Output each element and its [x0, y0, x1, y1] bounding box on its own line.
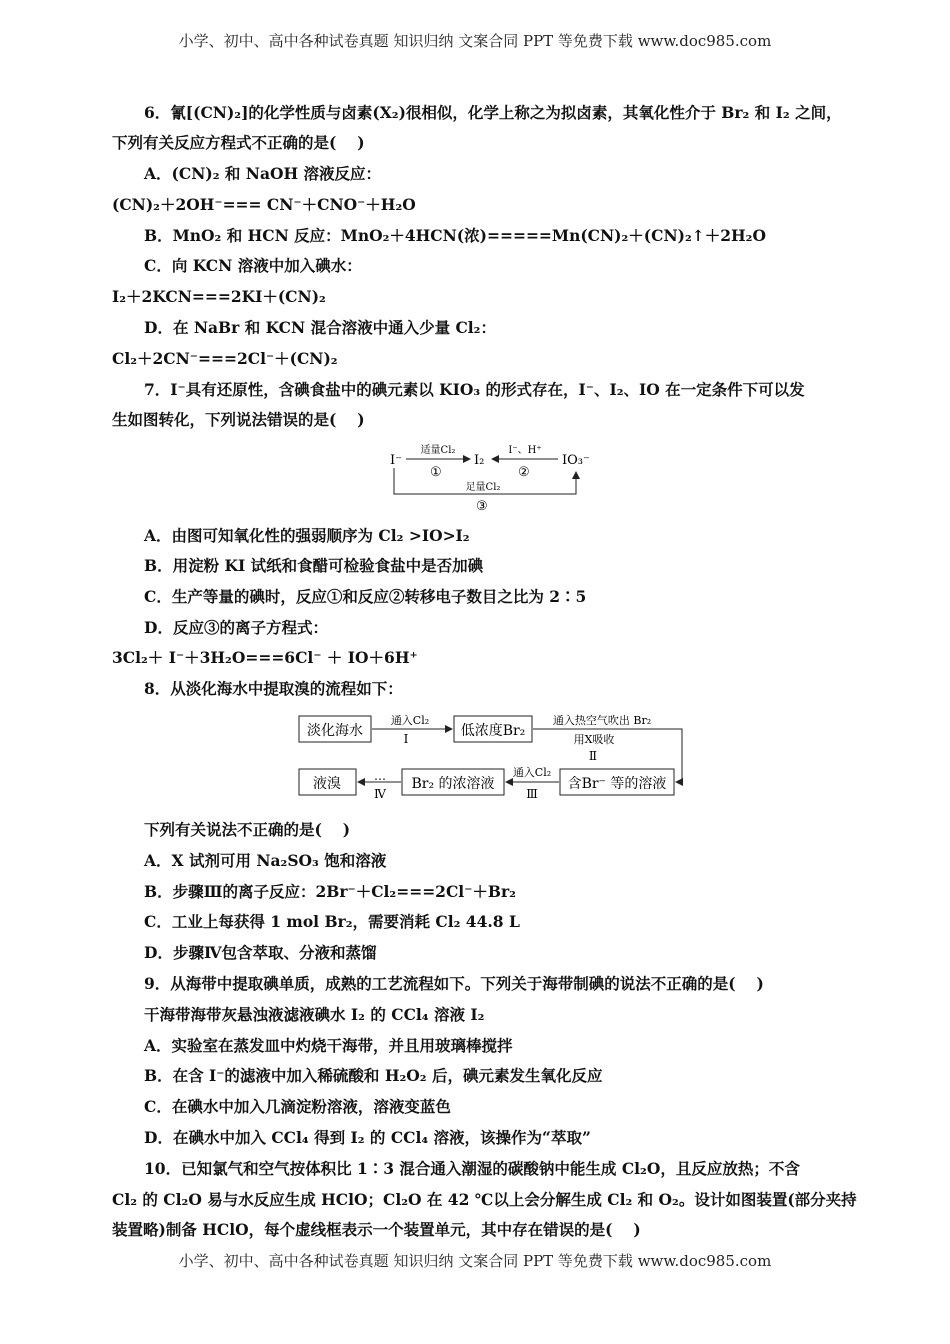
- flow-box-concentrated-br2-label: Br₂ 的浓溶液: [411, 776, 495, 792]
- q8-stem: 8．从淡化海水中提取溴的流程如下：: [144, 679, 403, 698]
- q6-option-c-equation: I₂＋2KCN===2KI＋(CN)₂: [112, 287, 326, 306]
- bromine-extraction-flowchart: [296, 708, 688, 804]
- q8-option-a: A．X 试剂可用 Na₂SO₃ 饱和溶液: [144, 851, 387, 870]
- flow-step2-label: 通入热空气吹出 Br₂: [552, 714, 652, 727]
- q9-flow: 干海带海带灰悬浊液滤液碘水 I₂ 的 CCl₄ 溶液 I₂: [144, 1005, 485, 1024]
- arrow-3-number: ③: [476, 499, 488, 514]
- flow-step4-dots: …: [374, 769, 386, 783]
- q9-option-d: D．在碘水中加入 CCl₄ 得到 I₂ 的 CCl₄ 溶液，该操作为“萃取”: [144, 1128, 591, 1147]
- q7-option-c: C．生产等量的碘时，反应①和反应②转移电子数目之比为 2∶5: [144, 587, 587, 606]
- q8-option-d: D．步骤Ⅳ包含萃取、分液和蒸馏: [144, 943, 377, 962]
- flow-box-br-solution-label: 含Br⁻ 等的溶液: [567, 776, 667, 792]
- flow-step1-number: Ⅰ: [403, 732, 409, 746]
- q7-option-d: D．反应③的离子方程式：: [144, 618, 328, 637]
- diagram-node-iodide: I⁻: [390, 453, 402, 468]
- q6-option-a: A．(CN)₂ 和 NaOH 溶液反应：: [144, 164, 382, 183]
- arrow-3-label: 足量Cl₂: [465, 482, 501, 493]
- q7-option-d-equation: 3Cl₂＋ I⁻＋3H₂O===6Cl⁻ ＋ IO＋6H⁺: [112, 648, 418, 667]
- arrow-1-number: ①: [430, 465, 442, 480]
- q7-option-a: A．由图可知氧化性的强弱顺序为 Cl₂ >IO>I₂: [144, 526, 470, 545]
- flow-step1-label: 通入Cl₂: [390, 714, 430, 727]
- q6-stem-line2: 下列有关反应方程式不正确的是( ): [112, 133, 365, 152]
- arrow-2-number: ②: [518, 465, 530, 480]
- arrow-1-label: 适量Cl₂: [420, 445, 456, 456]
- q6-option-c: C．向 KCN 溶液中加入碘水：: [144, 256, 362, 275]
- flow-step2-number: Ⅱ: [588, 749, 598, 763]
- q9-option-b: B．在含 I⁻的滤液中加入稀硫酸和 H₂O₂ 后，碘元素发生氧化反应: [144, 1066, 603, 1085]
- q7-option-b: B．用淀粉 KI 试纸和食醋可检验食盐中是否加碘: [144, 556, 484, 575]
- q10-stem-line1: 10．已知氯气和空气按体积比 1∶3 混合通入潮湿的碳酸钠中能生成 Cl₂O，且反应放热；不含: [144, 1159, 800, 1178]
- page-footer: 小学、初中、高中各种试卷真题 知识归纳 文案合同 PPT 等免费下载 www.doc985.com: [178, 1252, 772, 1270]
- q6-option-d: D．在 NaBr 和 KCN 混合溶液中通入少量 Cl₂：: [144, 318, 496, 337]
- q9-option-a: A．实验室在蒸发皿中灼烧干海带，并且用玻璃棒搅拌: [144, 1036, 513, 1055]
- q10-stem-line3: 装置略)制备 HClO，每个虚线框表示一个装置单元，其中存在错误的是( ): [112, 1220, 641, 1239]
- flow-step2-absorb-label: 用X吸收: [573, 733, 615, 746]
- q8-option-c: C．工业上每获得 1 mol Br₂，需要消耗 Cl₂ 44.8 L: [144, 912, 520, 931]
- q9-stem: 9．从海带中提取碘单质，成熟的工艺流程如下。下列关于海带制碘的说法不正确的是( ): [144, 974, 764, 993]
- flow-box-low-br2-label: 低浓度Br₂: [460, 723, 526, 739]
- q6-option-d-equation: Cl₂＋2CN⁻===2Cl⁻＋(CN)₂: [112, 349, 338, 368]
- flow-step3-number: Ⅲ: [526, 787, 538, 801]
- q6-option-b: B．MnO₂ 和 HCN 反应：MnO₂＋4HCN(浓)=====Mn(CN)₂＋(CN)₂↑＋2H₂O: [144, 226, 766, 245]
- diagram-node-iodine: I₂: [474, 453, 485, 468]
- q8-option-b: B．步骤Ⅲ的离子反应：2Br⁻＋Cl₂===2Cl⁻＋Br₂: [144, 882, 516, 901]
- q7-stem-line2: 生如图转化，下列说法错误的是( ): [112, 410, 365, 429]
- arrow-2-label: I⁻、H⁺: [508, 445, 542, 456]
- q6-stem-line1: 6．氰[(CN)₂]的化学性质与卤素(X₂)很相似，化学上称之为拟卤素，其氧化性介于 Br₂ 和 I₂ 之间，: [144, 103, 842, 122]
- q8-question: 下列有关说法不正确的是( ): [144, 820, 351, 839]
- q7-stem-line1: 7．I⁻具有还原性，含碘食盐中的碘元素以 KIO₃ 的形式存在，I⁻、I₂、IO 在一定条件下可以发: [144, 380, 805, 399]
- diagram-node-iodate: IO₃⁻: [562, 453, 590, 468]
- flow-step4-number: Ⅳ: [374, 787, 386, 801]
- flow-step3-label: 通入Cl₂: [512, 766, 552, 779]
- q9-option-c: C．在碘水中加入几滴淀粉溶液，溶液变蓝色: [144, 1097, 451, 1116]
- q6-option-a-equation: (CN)₂＋2OH⁻=== CN⁻＋CNO⁻＋H₂O: [112, 195, 416, 214]
- flow-box-desalinated-water-label: 淡化海水: [307, 723, 363, 739]
- iodine-conversion-diagram: [380, 438, 600, 514]
- page-header: 小学、初中、高中各种试卷真题 知识归纳 文案合同 PPT 等免费下载 www.doc985.com: [178, 32, 772, 50]
- q10-stem-line2: Cl₂ 的 Cl₂O 易与水反应生成 HClO；Cl₂O 在 42 ℃以上会分解生成 Cl₂ 和 O₂。设计如图装置(部分夹持: [112, 1190, 857, 1209]
- flow-box-liquid-bromine-label: 液溴: [313, 776, 341, 792]
